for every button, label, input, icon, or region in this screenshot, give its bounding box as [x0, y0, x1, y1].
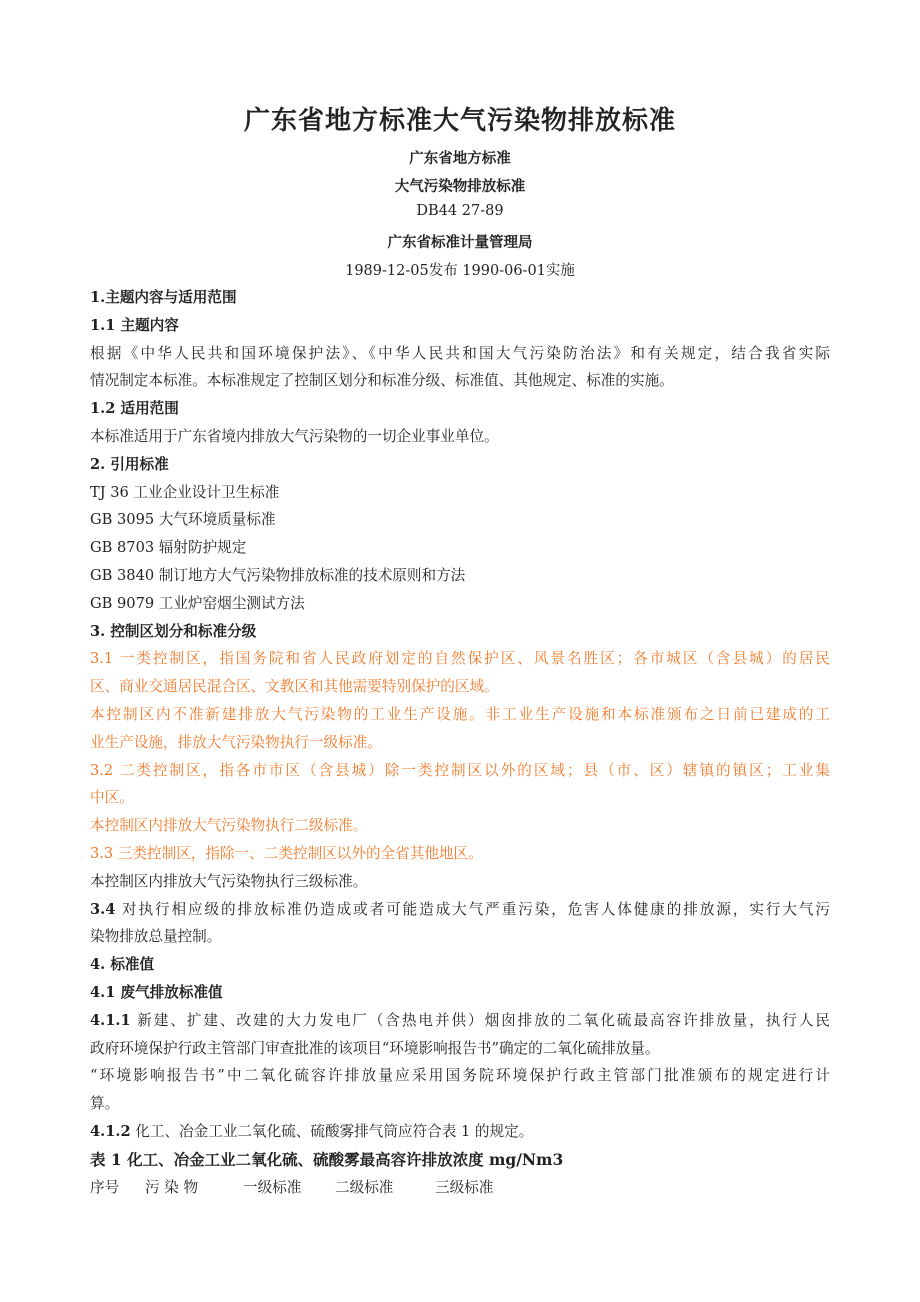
text-line	[90, 757, 830, 785]
section-number: 3.1	[90, 650, 114, 668]
subtitle-standard-name: 大气污染物排放标准	[394, 178, 526, 195]
table-column-header: 三级标准	[435, 1178, 494, 1196]
line-text: 1.主题内容与适用范围	[90, 289, 237, 306]
text-line	[90, 423, 830, 451]
line-text: “环境影响报告书”中二氧化硫容许排放量应采用国务院环境保护行政主管部门批准颁布的规定进行计	[90, 1067, 830, 1085]
section-number: 4.1.1	[90, 1011, 131, 1029]
paragraph	[90, 1118, 830, 1146]
paragraph	[90, 979, 830, 1007]
line-text: 1.1 主题内容	[90, 316, 179, 334]
table-column-header: 一级标准	[243, 1178, 302, 1196]
line-text: GB 3840 制订地方大气污染物排放标准的技术原则和方法	[90, 566, 466, 584]
line-text: 根据《中华人民共和国环境保护法》、《中华人民共和国大气污染防治法》和有关规定，结合我省实际	[90, 344, 830, 362]
issue-dates: 1989-12-05发布 1990-06-01实施	[345, 263, 575, 279]
line-text: 三类控制区，指除一、二类控制区以外的全省其他地区。	[113, 844, 483, 862]
paragraph	[90, 284, 830, 312]
text-line	[90, 896, 830, 924]
text-line	[90, 367, 830, 395]
section-number: 3.4	[90, 900, 116, 918]
table-header-row	[90, 1174, 830, 1202]
subtitle-local-standard: 广东省地方标准	[409, 150, 511, 167]
paragraph	[90, 1062, 830, 1118]
line-text: GB 9079 工业炉窑烟尘测试方法	[90, 594, 305, 612]
text-line	[90, 1035, 830, 1063]
section-number: 3.2	[90, 761, 114, 779]
paragraph	[90, 645, 830, 701]
line-text: 表 1 化工、冶金工业二氧化硫、硫酸雾最高容许排放浓度 mg/Nm3	[90, 1149, 564, 1169]
line-text: 新建、扩建、改建的大力发电厂（含热电并供）烟囱排放的二氧化硫最高容许排放量，执行人民	[130, 1011, 830, 1029]
paragraph	[90, 1146, 830, 1174]
text-line	[90, 506, 830, 534]
line-text: 染物排放总量控制。	[90, 928, 222, 946]
text-line	[90, 451, 830, 479]
text-line	[90, 645, 830, 673]
paragraph	[90, 618, 830, 646]
line-text: 算。	[90, 1095, 120, 1113]
section-number: 3.3	[90, 844, 114, 862]
paragraph	[90, 506, 830, 534]
line-text: 本标准适用于广东省境内排放大气污染物的一切企业事业单位。	[90, 427, 499, 445]
text-line	[90, 340, 830, 368]
text-line	[90, 479, 830, 507]
text-line	[90, 1090, 830, 1118]
paragraph	[90, 701, 830, 757]
table-column-header: 污 染 物	[145, 1178, 199, 1196]
text-line	[90, 840, 830, 868]
line-text: 本控制区内不准新建排放大气污染物的工业生产设施。非工业生产设施和本标准颁布之日前已建成的工	[90, 705, 830, 723]
table-column-header: 序号	[90, 1178, 120, 1196]
document-title: 广东省地方标准大气污染物排放标准	[243, 106, 676, 136]
line-text: 二类控制区，指各市市区（含县城）除一类控制区以外的区域；县（市、区）辖镇的镇区；工业集	[113, 761, 830, 779]
paragraph	[90, 534, 830, 562]
line-text: 4. 标准值	[90, 956, 155, 974]
line-text: 本控制区内排放大气污染物执行二级标准。	[90, 817, 368, 835]
paragraph	[90, 590, 830, 618]
text-line	[90, 395, 830, 423]
line-text: 一类控制区，指国务院和省人民政府划定的自然保护区、风景名胜区；各市城区（含县城）的居民	[113, 650, 830, 668]
text-line	[90, 590, 830, 618]
paragraph	[90, 951, 830, 979]
text-line	[90, 951, 830, 979]
paragraph	[90, 340, 830, 396]
paragraph	[90, 1007, 830, 1063]
text-line	[90, 562, 830, 590]
text-line	[90, 868, 830, 896]
text-line	[90, 1118, 830, 1146]
standard-code: DB44 27-89	[416, 203, 504, 219]
line-text: GB 3095 大气环境质量标准	[90, 511, 276, 529]
document-body	[90, 284, 830, 1201]
text-line	[90, 673, 830, 701]
text-line	[90, 312, 830, 340]
text-line	[90, 534, 830, 562]
paragraph	[90, 562, 830, 590]
line-text: 1.2 适用范围	[90, 400, 179, 418]
paragraph	[90, 451, 830, 479]
text-line	[90, 1007, 830, 1035]
section-number: 4.1.2	[90, 1122, 131, 1140]
text-line	[90, 284, 830, 312]
line-text: 对执行相应级的排放标准仍造成或者可能造成大气严重污染，危害人体健康的排放源，实行大气污	[115, 900, 830, 918]
line-text: 3. 控制区划分和标准分级	[90, 622, 257, 640]
line-text: TJ 36 工业企业设计卫生标准	[90, 483, 280, 501]
text-line	[90, 618, 830, 646]
line-text: 情况制定本标准。本标准规定了控制区划分和标准分级、标准值、其他规定、标准的实施。	[90, 372, 674, 390]
table-column-header: 二级标准	[335, 1178, 394, 1196]
line-text: 本控制区内排放大气污染物执行三级标准。	[90, 872, 368, 890]
paragraph	[90, 868, 830, 896]
paragraph	[90, 757, 830, 813]
paragraph	[90, 812, 830, 840]
text-line	[90, 979, 830, 1007]
paragraph	[90, 423, 830, 451]
text-line	[90, 729, 830, 757]
paragraph	[90, 479, 830, 507]
paragraph	[90, 312, 830, 340]
text-line	[90, 1146, 830, 1174]
line-text: 政府环境保护行政主管部门审查批准的该项目“环境影响报告书”确定的二氧化硫排放量。	[90, 1039, 660, 1057]
paragraph	[90, 395, 830, 423]
paragraph	[90, 840, 830, 868]
issuing-authority: 广东省标准计量管理局	[387, 234, 533, 251]
text-line	[90, 812, 830, 840]
line-text: 化工、冶金工业二氧化硫、硫酸雾排气筒应符合表 1 的规定。	[130, 1122, 534, 1140]
line-text: 业生产设施，排放大气污染物执行一级标准。	[90, 733, 382, 751]
line-text: 区、商业交通居民混合区、文教区和其他需要特别保护的区域。	[90, 678, 499, 696]
line-text: 2. 引用标准	[90, 455, 169, 473]
text-line	[90, 701, 830, 729]
paragraph	[90, 896, 830, 952]
line-text: 中区。	[90, 789, 134, 807]
line-text: GB 8703 辐射防护规定	[90, 539, 247, 557]
text-line	[90, 1062, 830, 1090]
text-line	[90, 923, 830, 951]
text-line	[90, 784, 830, 812]
line-text: 4.1 废气排放标准值	[90, 983, 223, 1001]
